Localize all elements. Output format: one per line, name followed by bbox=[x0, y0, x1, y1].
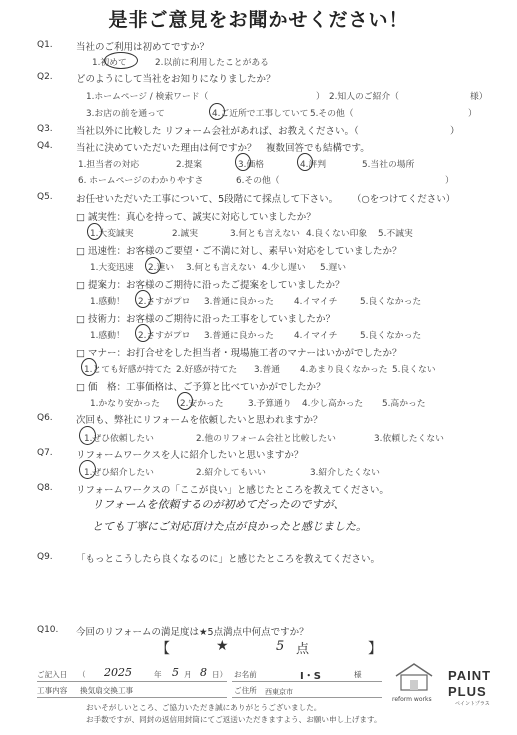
q5-question: お任せいただいた工事について、5段階にて採点して下さい。 bbox=[76, 194, 339, 205]
q10-bracket-close: 】 bbox=[368, 641, 382, 657]
q5-sincerity-opt4[interactable]: 4.良くない印象 bbox=[306, 229, 368, 239]
q5-proposal-opt5[interactable]: 5.良くなかった bbox=[360, 297, 422, 307]
q5-manner-opt4[interactable]: 4.あまり良くなかった bbox=[300, 365, 388, 375]
q3-question: 当社以外に比較した リフォーム会社があれば、お教えください。（ bbox=[76, 126, 359, 137]
q8-answer-line-1: リフォームを依頼するのが初めてだったのですが、 bbox=[92, 498, 345, 511]
q7-option-3[interactable]: 3.紹介したくない bbox=[310, 468, 380, 478]
q2-bracket-1-close: ） bbox=[316, 92, 325, 102]
q10-unit: 点 bbox=[296, 642, 310, 657]
q5-sincerity-opt3[interactable]: 3.何とも言えない bbox=[230, 229, 300, 239]
q5-technique-answer-circle bbox=[135, 324, 151, 342]
q9-question: 「もっとこうしたら良くなるのに」と感じたところを教えてください。 bbox=[76, 554, 381, 565]
q4-option-other[interactable]: 6.その他（ bbox=[236, 176, 280, 186]
q5-manner-opt5[interactable]: 5.良くない bbox=[392, 365, 436, 375]
q4-option-5[interactable]: 5.当社の場所 bbox=[362, 160, 415, 170]
q10-question: 今回のリフォームの満足度は★5点満点中何点ですか？ bbox=[76, 627, 309, 638]
address-label: ご住所 bbox=[234, 686, 257, 695]
q5-price-opt5[interactable]: 5.高かった bbox=[382, 399, 426, 409]
work-underline bbox=[37, 697, 227, 698]
q6-option-3[interactable]: 3.依頼したくない bbox=[374, 434, 444, 444]
q4-option-3[interactable]: 3.価格 bbox=[238, 160, 264, 170]
q2-option-5[interactable]: 5.その他（ bbox=[310, 109, 354, 119]
reform-works-house-icon bbox=[392, 662, 436, 696]
q8-number: Q8. bbox=[37, 483, 53, 493]
q5-manner-answer-circle bbox=[81, 358, 97, 376]
q5-proposal-opt4[interactable]: 4.イマイチ bbox=[294, 297, 338, 307]
q3-bracket-close: ） bbox=[450, 126, 460, 137]
q5-speed-opt5[interactable]: 5.遅い bbox=[320, 263, 346, 273]
q5-proposal-opt1[interactable]: 1.感動！ bbox=[90, 297, 125, 307]
date-month-unit: 月 bbox=[184, 670, 192, 679]
q2-bracket-5-close: ） bbox=[468, 109, 477, 119]
q5-sincerity-opt1[interactable]: 1.大変誠実 bbox=[90, 229, 134, 239]
q4-option-4[interactable]: 4.評判 bbox=[300, 160, 326, 170]
q5-note: （○をつけてください） bbox=[352, 194, 456, 205]
date-day-unit: 日） bbox=[212, 670, 228, 679]
q5-sincerity-opt5[interactable]: 5.不誠実 bbox=[378, 229, 413, 239]
q5-price-label: □ 価 格：工事価格は、ご予算と比べていかがでしたか？ bbox=[76, 382, 326, 393]
q2-option-1[interactable]: 1.ホームページ / 検索ワード（ bbox=[86, 92, 209, 102]
q6-option-2[interactable]: 2.他のリフォーム会社と比較したい bbox=[196, 434, 336, 444]
q5-price-opt4[interactable]: 4.少し高かった bbox=[302, 399, 364, 409]
q1-option-1[interactable]: 1.初めて bbox=[92, 58, 127, 68]
q1-option-2[interactable]: 2.以前に利用したことがある bbox=[155, 58, 269, 68]
q5-proposal-opt2[interactable]: 2.さすがプロ bbox=[138, 297, 191, 307]
q5-manner-opt3[interactable]: 3.普通 bbox=[254, 365, 280, 375]
work-label: 工事内容 bbox=[37, 686, 68, 695]
q8-answer-line-2: とても丁寧にご対応頂けた点が良かったと感じました。 bbox=[92, 520, 367, 533]
q2-number: Q2. bbox=[37, 72, 53, 82]
q2-option-2[interactable]: 2.知人のご紹介（ bbox=[329, 92, 399, 102]
q8-question: リフォームワークスの「ここが良い」と感じたところを教えてください。 bbox=[76, 485, 389, 496]
q7-number: Q7. bbox=[37, 448, 53, 458]
q4-bracket-close: ） bbox=[445, 176, 454, 186]
q5-price-opt1[interactable]: 1.かなり安かった bbox=[90, 399, 160, 409]
thanks-note: おいそがしいところ、ご協力いただき誠にありがとうございました。 bbox=[86, 703, 322, 712]
q5-proposal-label: □ 提案力：お客様のご期待に沿ったご提案をしていましたか？ bbox=[76, 280, 345, 291]
q2-answer-circle bbox=[209, 103, 225, 120]
q5-technique-opt3[interactable]: 3.普通に良かった bbox=[204, 331, 274, 341]
q4-answer-circle-reputation bbox=[297, 153, 313, 171]
q6-option-1[interactable]: 1.ぜひ依頼したい bbox=[84, 434, 154, 444]
date-underline bbox=[37, 681, 227, 682]
q5-sincerity-opt2[interactable]: 2.誠実 bbox=[172, 229, 198, 239]
q4-option-1[interactable]: 1.担当者の対応 bbox=[78, 160, 140, 170]
date-day[interactable]: 8 bbox=[200, 666, 207, 679]
q5-speed-label: □ 迅速性：お客様のご要望・ご不満に対し、素早い対応をしていましたか？ bbox=[76, 246, 402, 257]
q2-bracket-2-close: 様） bbox=[470, 92, 488, 102]
q3-number: Q3. bbox=[37, 124, 53, 134]
q5-proposal-answer-circle bbox=[135, 290, 151, 308]
name-label: お名前 bbox=[234, 670, 257, 679]
q2-question: どのようにして当社をお知りになりましたか？ bbox=[76, 74, 276, 85]
reform-works-logo-text: reform works bbox=[392, 696, 432, 703]
q5-price-answer-circle bbox=[177, 392, 193, 410]
q5-speed-opt2[interactable]: 2.速い bbox=[148, 263, 174, 273]
q10-star: ★ bbox=[216, 638, 229, 654]
q7-question: リフォームワークスを人に紹介したいと思いますか？ bbox=[76, 450, 304, 461]
name-underline bbox=[232, 681, 382, 682]
q7-option-2[interactable]: 2.紹介してもいい bbox=[196, 468, 266, 478]
date-open: （ bbox=[78, 670, 86, 679]
q5-technique-opt2[interactable]: 2.さすがプロ bbox=[138, 331, 191, 341]
q1-answer-circle bbox=[104, 52, 138, 69]
q5-price-opt3[interactable]: 3.予算通り bbox=[248, 399, 292, 409]
q10-bracket-open: 【 bbox=[156, 641, 170, 657]
paint-plus-logo-paint: PAINT bbox=[448, 668, 492, 683]
date-year[interactable]: 2025 bbox=[104, 666, 132, 679]
name-value[interactable]: I・S bbox=[300, 671, 321, 682]
q6-number: Q6. bbox=[37, 413, 53, 423]
q5-proposal-opt3[interactable]: 3.普通に良かった bbox=[204, 297, 274, 307]
q5-technique-opt4[interactable]: 4.イマイチ bbox=[294, 331, 338, 341]
q4-number: Q4. bbox=[37, 141, 53, 151]
q5-manner-label: □ マナー：お打合せをした担当者・現場施工者のマナーはいかがでしたか？ bbox=[76, 348, 402, 359]
paint-plus-logo-plus: PLUS bbox=[448, 684, 487, 699]
q1-number: Q1. bbox=[37, 40, 53, 50]
address-value[interactable]: 西東京市 bbox=[265, 688, 293, 696]
q4-option-2[interactable]: 2.提案 bbox=[176, 160, 202, 170]
q5-number: Q5. bbox=[37, 192, 53, 202]
name-honorific: 様 bbox=[354, 670, 362, 679]
q1-question: 当社のご利用は初めてですか？ bbox=[76, 42, 210, 53]
paint-plus-logo-kana: ペイントプラス bbox=[455, 701, 490, 707]
q5-price-opt2[interactable]: 2.安かった bbox=[180, 399, 224, 409]
address-underline bbox=[232, 697, 382, 698]
q5-speed-opt3[interactable]: 3.何とも言えない bbox=[186, 263, 256, 273]
q7-answer-circle bbox=[79, 460, 96, 479]
q4-option-6[interactable]: 6. ホームページのわかりやすさ bbox=[78, 176, 204, 186]
q4-question: 当社に決めていただいた理由は何ですか？ 複数回答でも結構です。 bbox=[76, 143, 370, 154]
q9-number: Q9. bbox=[37, 552, 53, 562]
q6-question: 次回も、弊社にリフォームを依頼したいと思われますか？ bbox=[76, 415, 323, 426]
q5-speed-opt1[interactable]: 1.大変迅速 bbox=[90, 263, 134, 273]
q4-answer-circle-price bbox=[235, 153, 251, 171]
q5-technique-opt1[interactable]: 1.感動！ bbox=[90, 331, 125, 341]
q6-answer-circle bbox=[79, 426, 96, 445]
q5-speed-opt4[interactable]: 4.少し遅い bbox=[262, 263, 306, 273]
q5-technique-label: □ 技術力：お客様のご期待に沿った工事をしていましたか？ bbox=[76, 314, 336, 325]
q10-score: 5 bbox=[276, 639, 285, 654]
date-label: ご記入日 bbox=[37, 670, 68, 679]
work-value[interactable]: 換気扇交換工事 bbox=[80, 686, 134, 695]
date-year-unit: 年 bbox=[154, 670, 162, 679]
q7-option-1[interactable]: 1.ぜひ紹介したい bbox=[84, 468, 154, 478]
q5-technique-opt5[interactable]: 5.良くなかった bbox=[360, 331, 422, 341]
date-month[interactable]: 5 bbox=[172, 666, 179, 679]
q5-sincerity-label: □ 誠実性：真心を持って、誠実に対応していましたか？ bbox=[76, 212, 316, 223]
q2-option-3[interactable]: 3.お店の前を通って bbox=[86, 109, 165, 119]
q2-option-4[interactable]: 4.ご近所で工事していて bbox=[212, 109, 309, 119]
q5-speed-answer-circle bbox=[145, 257, 161, 274]
page-title: 是非ご意見をお聞かせください！ bbox=[108, 9, 409, 31]
q5-manner-opt1[interactable]: 1.とても好感が持てた bbox=[84, 365, 172, 375]
return-note: お手数ですが、同封の返信用封筒にてご返送いただきますよう、お願い申し上げます。 bbox=[86, 715, 382, 724]
q5-manner-opt2[interactable]: 2.好感が持てた bbox=[176, 365, 238, 375]
q5-sincerity-answer-circle bbox=[87, 223, 102, 240]
q10-number: Q10. bbox=[37, 625, 59, 635]
